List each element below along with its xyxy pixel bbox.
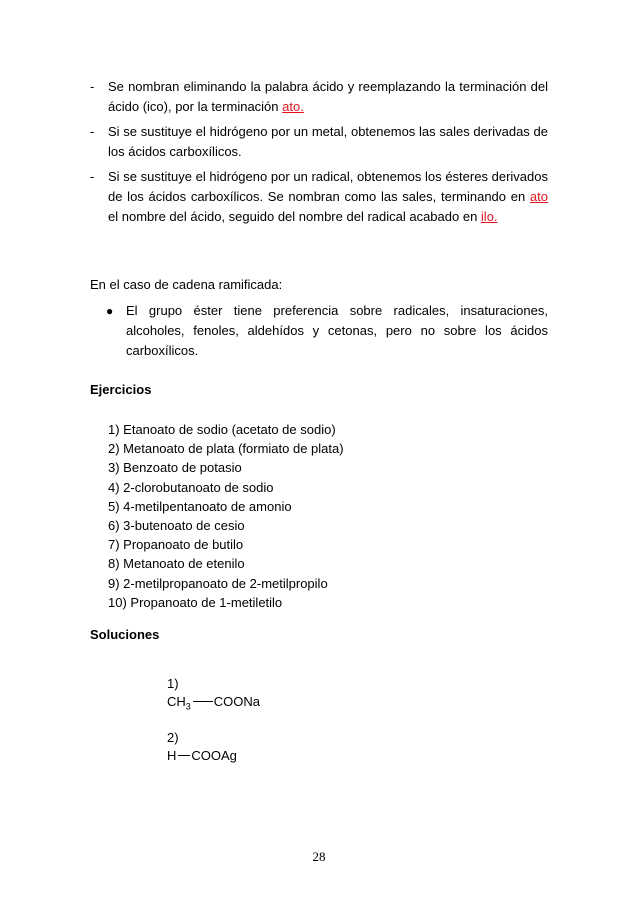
exercise-item: 1) Etanoato de sodio (acetato de sodio) — [108, 422, 336, 437]
branched-intro: En el caso de cadena ramificada: — [90, 277, 283, 292]
exercise-item: 8) Metanoato de etenilo — [108, 556, 245, 572]
rule-item: - Si se sustituye el hidrógeno por un radical, obtenemos los ésteres derivados de los ácidos carboxílicos. Se nombran como las sales, terminando en ato el nombre del ácido, seguido del nombre del radical acabado en ilo. — [90, 169, 548, 224]
solution-number: 1) — [167, 676, 179, 691]
ejercicios-heading: Ejercicios — [90, 382, 152, 397]
exercise-item: 10) Propanoato de 1-metiletilo — [108, 594, 283, 610]
bond-line — [178, 755, 190, 756]
exercise-item: 3) Benzoato de potasio — [108, 460, 242, 476]
formula-line: $CH_3$ COONa — [167, 694, 261, 712]
formula-line: H COOAg — [167, 748, 237, 763]
soluciones-heading: Soluciones — [90, 627, 160, 642]
exercise-item: 7) Propanoato de butilo — [108, 537, 244, 553]
bond-line — [193, 701, 213, 702]
highlight-ato: ato — [529, 189, 548, 204]
dash-marker: - — [90, 79, 95, 94]
dash-marker: - — [90, 124, 95, 139]
exercise-list — [108, 420, 344, 612]
rule-item: - Se nombran eliminando la palabra ácido y reemplazando la terminación del ácido (ico), por la terminación ato. — [90, 79, 548, 114]
rule-item: - Si se sustituye el hidrógeno por un metal, obtenemos las sales derivadas de los ácidos carboxílicos. — [90, 124, 548, 159]
solution-1 — [167, 675, 260, 716]
branched-bullet: ● El grupo éster tiene preferencia sobre radicales, insaturaciones, alcoholes, fenoles, aldehídos y cetonas, pero no sobre los ácidos carboxílicos. — [106, 303, 548, 358]
page-number: 28 — [312, 849, 326, 864]
exercise-item: 4) 2-clorobutanoato de sodio — [108, 479, 274, 495]
exercise-item: 5) 4-metilpentanoato de amonio — [108, 498, 292, 514]
dash-marker: - — [90, 169, 95, 184]
highlight-ilo: ilo. — [480, 209, 498, 224]
naming-rules — [90, 77, 548, 232]
highlight-ato: ato. — [282, 99, 304, 114]
exercise-item: 9) 2-metilpropanoato de 2-metilpropilo — [108, 575, 328, 591]
solution-number: 2) — [167, 730, 179, 745]
exercise-item: 2) Metanoato de plata (formiato de plata) — [108, 441, 344, 457]
branched-section — [90, 275, 548, 361]
solution-2 — [167, 729, 237, 765]
exercise-item: 6) 3-butenoato de cesio — [108, 517, 245, 533]
bullet-dot-icon: ● — [106, 304, 114, 318]
